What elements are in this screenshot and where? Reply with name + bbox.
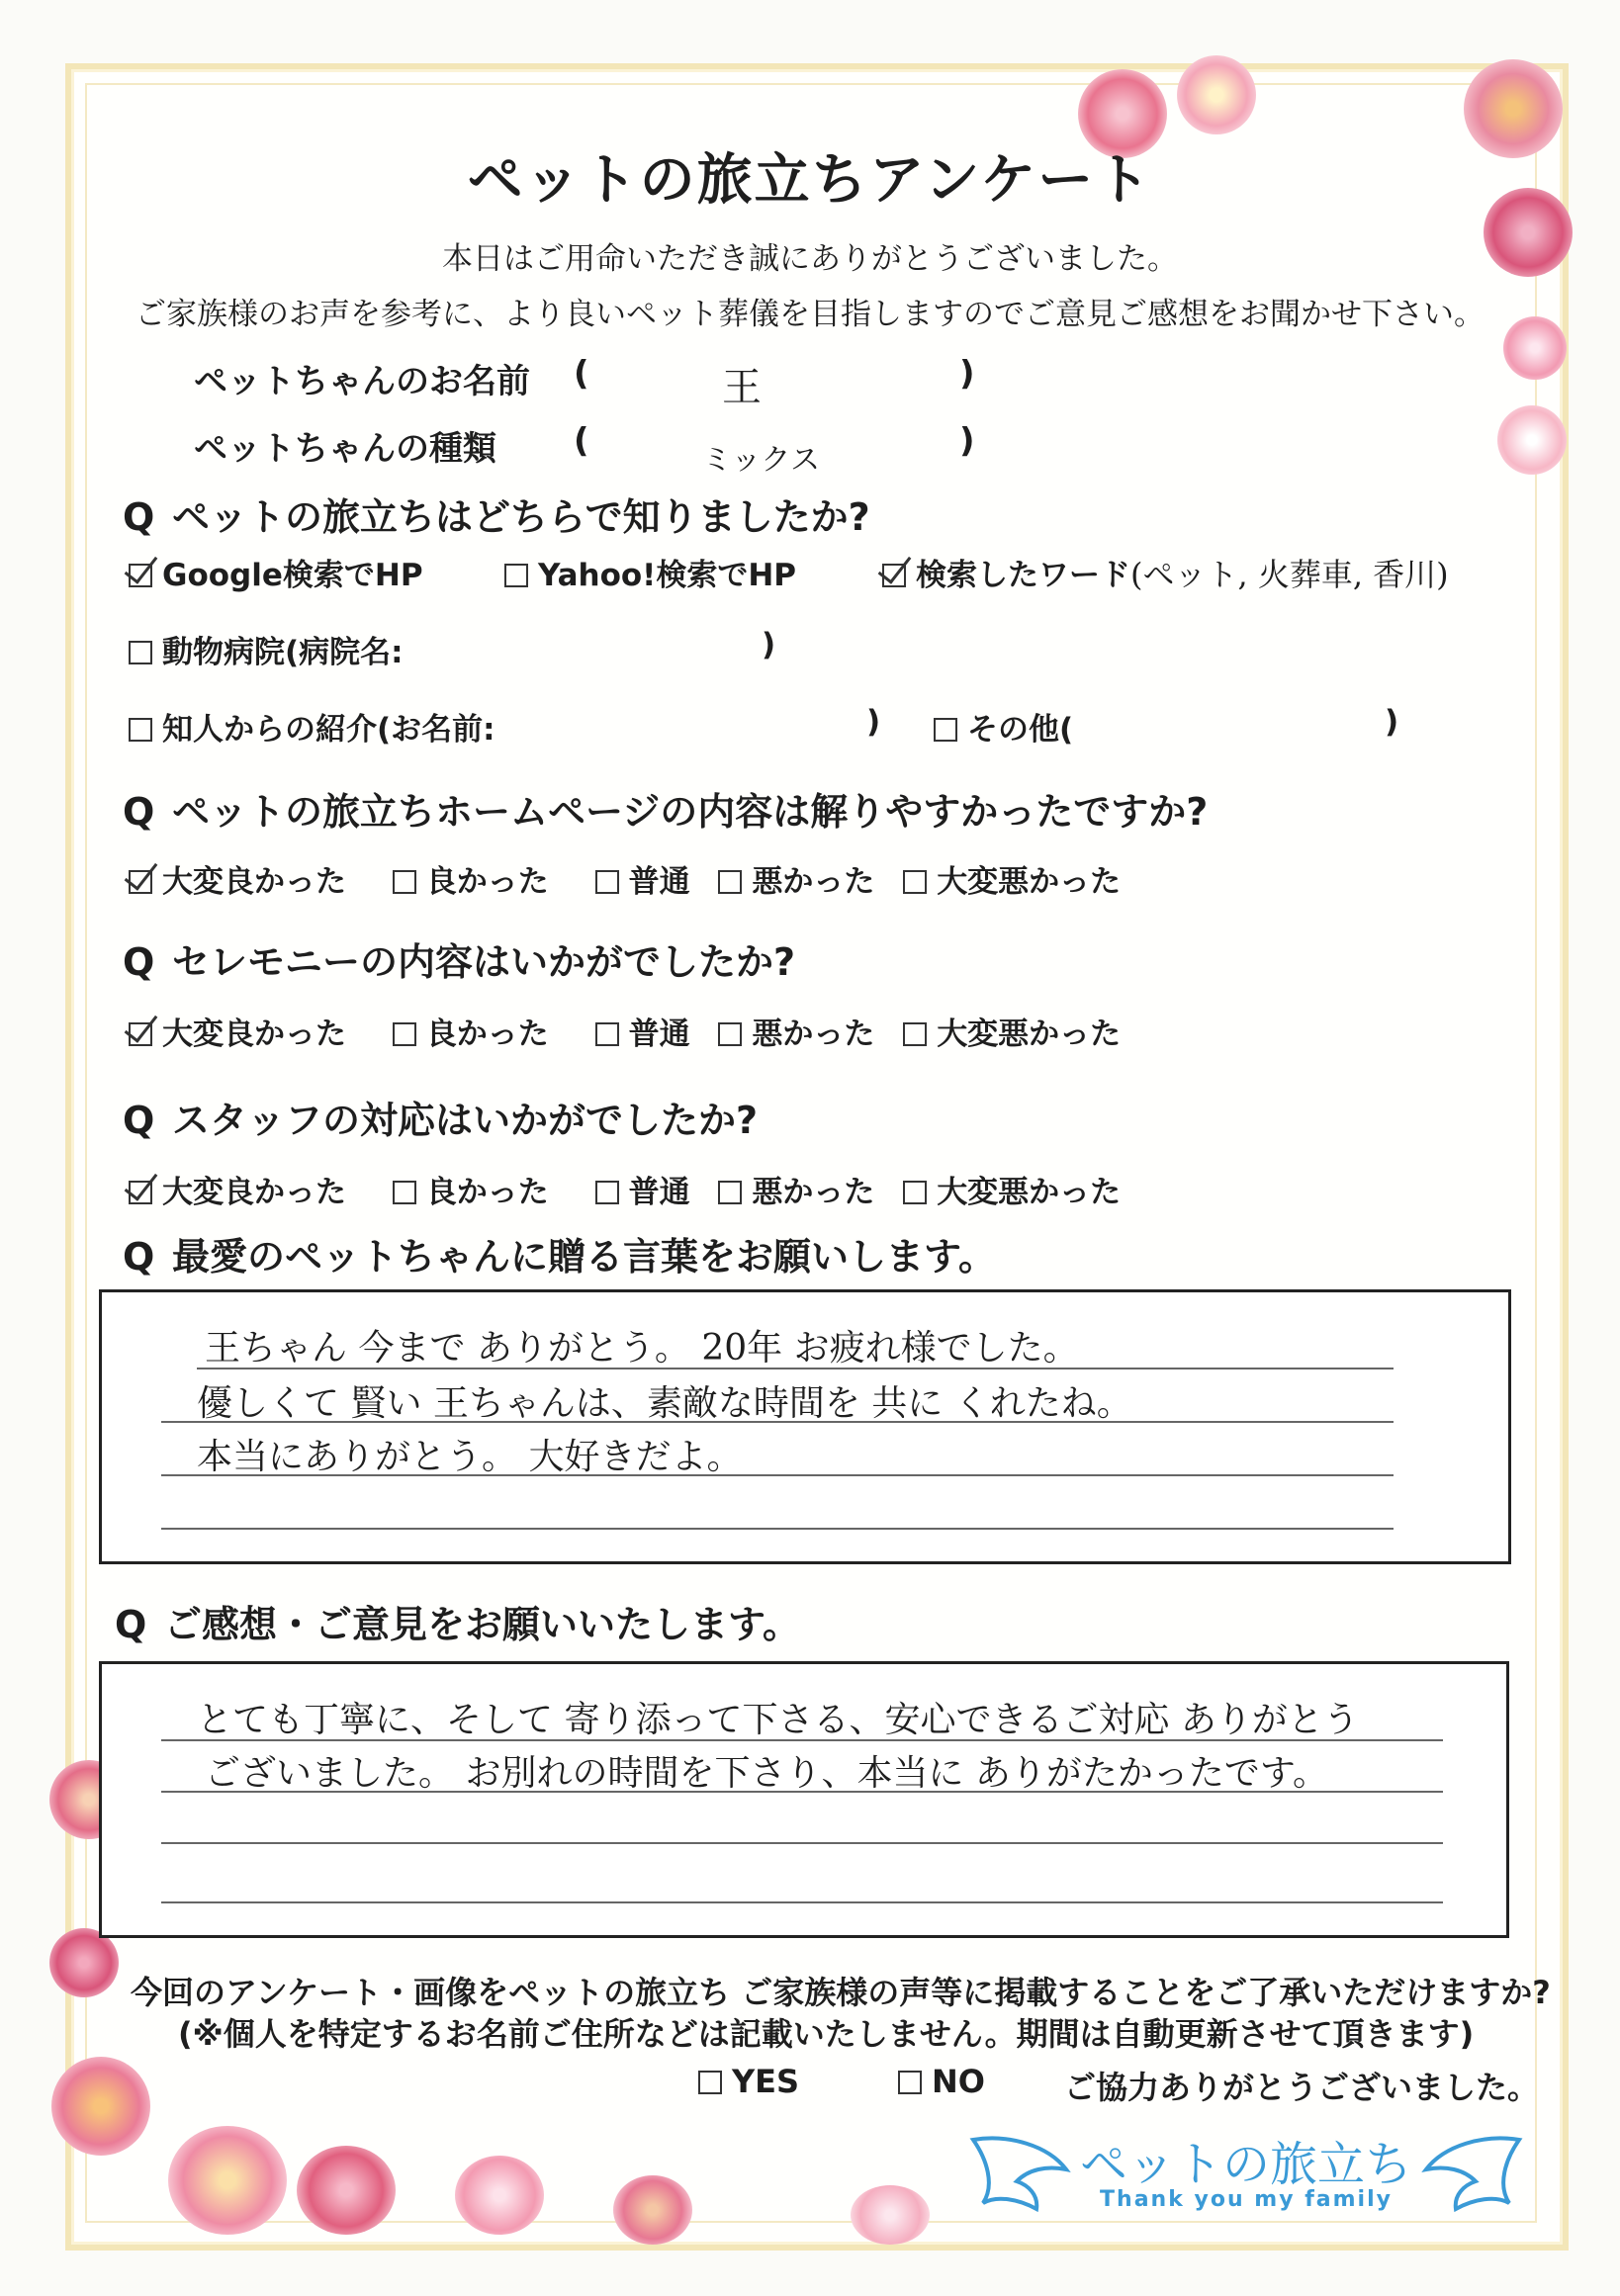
flower-icon — [613, 2175, 692, 2245]
consent-no-option[interactable]: NO — [898, 2063, 985, 2100]
rating-option[interactable]: 良かった — [393, 1175, 549, 1210]
checkbox-icon[interactable] — [718, 1022, 742, 1046]
flower-icon — [49, 1928, 119, 1997]
question-1 — [123, 486, 870, 541]
question-mark: Q — [123, 1099, 155, 1142]
checkbox-icon[interactable] — [595, 870, 619, 894]
paren-open: ( — [574, 354, 589, 394]
option-referral[interactable]: 知人からの紹介(お名前: — [129, 704, 495, 749]
logo-text: ペットの旅立ち — [1079, 2137, 1412, 2192]
option-yahoo[interactable]: Yahoo!検索でHP — [504, 550, 796, 594]
question-mark: Q — [123, 940, 155, 984]
thanks-text: ご協力ありがとうございました。 — [1064, 2069, 1540, 2106]
option-other[interactable]: その他( — [934, 704, 1073, 749]
rating-option[interactable]: 悪かった — [718, 1016, 874, 1052]
rating-option[interactable]: 良かった — [393, 1016, 549, 1052]
comment-box[interactable] — [99, 1661, 1509, 1938]
checkbox-icon[interactable] — [903, 870, 927, 894]
paren-close: ) — [959, 421, 975, 461]
rating-option[interactable]: 悪かった — [718, 864, 874, 900]
question-5 — [123, 1226, 996, 1280]
rating-option[interactable]: 良かった — [393, 864, 549, 900]
flower-icon — [1497, 405, 1567, 475]
intro-line-2: ご家族様のお声を参考に、より良いペット葬儀を目指しますのでご意見ご感想をお聞かせ下さい。 — [135, 297, 1485, 332]
option-google[interactable]: Google検索でHP — [129, 550, 423, 594]
flower-icon — [168, 2126, 287, 2235]
consent-yes-option[interactable]: YES — [698, 2063, 799, 2100]
intro-line-1: 本日はご用命いただき誠にありがとうございました。 — [442, 241, 1178, 277]
flower-icon — [51, 2057, 150, 2156]
checkbox-icon[interactable] — [698, 2071, 722, 2094]
message-box[interactable] — [99, 1289, 1511, 1564]
pet-type-value[interactable]: ミックス — [702, 443, 821, 478]
rating-option[interactable]: 大変良かった — [129, 1016, 346, 1052]
checkbox-icon[interactable] — [898, 2071, 922, 2094]
paren-open: ( — [574, 421, 589, 461]
question-3 — [123, 931, 795, 986]
comment-line-1: とても丁寧に、そして 寄り添って下さる、安心できるご対応 ありがとう — [197, 1700, 1359, 1740]
ruled-line — [161, 1901, 1443, 1903]
flower-icon — [297, 2146, 396, 2235]
paren-close: ) — [866, 704, 881, 740]
q3-options — [129, 1009, 1121, 1053]
option-search-word[interactable]: 検索したワード(ペット, 火葬車, 香川) — [882, 550, 1449, 595]
paren-close: ) — [762, 627, 776, 662]
logo-tagline: Thank you my family — [1100, 2187, 1393, 2212]
paren-close: ) — [1385, 704, 1399, 740]
question-5-text: 最愛のペットちゃんに贈る言葉をお願いします。 — [172, 1235, 996, 1279]
checkbox-icon[interactable] — [718, 1181, 742, 1204]
question-3-text: セレモニーの内容はいかがでしたか? — [172, 940, 796, 984]
checkbox-icon[interactable] — [595, 1022, 619, 1046]
checkbox-icon[interactable] — [903, 1181, 927, 1204]
checkbox-checked-icon[interactable] — [129, 1181, 152, 1204]
rating-option[interactable]: 大変良かった — [129, 1175, 346, 1210]
rating-option[interactable]: 大変悪かった — [903, 1175, 1121, 1210]
checkbox-icon[interactable] — [393, 870, 416, 894]
checkbox-icon[interactable] — [393, 1181, 416, 1204]
checkbox-checked-icon[interactable] — [129, 870, 152, 894]
checkbox-icon[interactable] — [129, 641, 152, 664]
consent-question: 今回のアンケート・画像をペットの旅立ち ご家族様の声等に掲載することをご了承いただけますか? — [131, 1974, 1551, 2011]
rating-option[interactable]: 普通 — [595, 1016, 690, 1052]
rating-option[interactable]: 大変良かった — [129, 864, 346, 900]
question-mark: Q — [115, 1603, 147, 1646]
question-6-text: ご感想・ご意見をお願いいたします。 — [164, 1603, 800, 1646]
rating-option[interactable]: 大変悪かった — [903, 864, 1121, 900]
flower-icon — [1177, 55, 1256, 134]
checkbox-icon[interactable] — [595, 1181, 619, 1204]
ruled-line — [161, 1842, 1443, 1844]
question-1-text: ペットの旅立ちはどちらで知りましたか? — [172, 495, 870, 539]
checkbox-checked-icon[interactable] — [129, 1022, 152, 1046]
search-word-value[interactable]: (ペット, 火葬車, 香川) — [1130, 556, 1449, 593]
question-mark: Q — [123, 1235, 155, 1279]
checkbox-icon[interactable] — [718, 870, 742, 894]
message-line-1: 王ちゃん 今まで ありがとう。 20年 お疲れ様でした。 — [205, 1328, 1079, 1369]
question-2 — [123, 781, 1208, 836]
rating-option[interactable]: 普通 — [595, 1175, 690, 1210]
consent-note: (※個人を特定するお名前ご住所などは記載いたしません。期間は自動更新させて頂きます) — [178, 2015, 1475, 2053]
message-line-2: 優しくて 賢い 王ちゃんは、素敵な時間を 共に くれたね。 — [197, 1383, 1132, 1424]
question-4 — [123, 1090, 758, 1144]
flower-icon — [455, 2156, 544, 2235]
checkbox-icon[interactable] — [903, 1022, 927, 1046]
brand-logo — [969, 2126, 1523, 2221]
pet-name-value[interactable]: 王 — [722, 365, 762, 410]
checkbox-icon[interactable] — [504, 564, 528, 587]
ruled-line — [161, 1528, 1394, 1530]
paren-close: ) — [959, 354, 975, 394]
rating-option[interactable]: 悪かった — [718, 1175, 874, 1210]
pet-type-label: ペットちゃんの種類 — [194, 429, 496, 469]
checkbox-icon[interactable] — [934, 718, 957, 742]
message-line-3: 本当にありがとう。 大好きだよ。 — [197, 1437, 743, 1477]
checkbox-icon[interactable] — [129, 718, 152, 742]
question-6 — [115, 1594, 800, 1648]
question-mark: Q — [123, 495, 155, 539]
flower-icon — [851, 2185, 930, 2245]
comment-line-2: ございました。 お別れの時間を下さり、本当に ありがたかったです。 — [205, 1753, 1329, 1794]
question-2-text: ペットの旅立ちホームページの内容は解りやすかったですか? — [172, 790, 1209, 834]
question-mark: Q — [123, 790, 155, 834]
checkbox-checked-icon[interactable] — [129, 564, 152, 587]
rating-option[interactable]: 大変悪かった — [903, 1016, 1121, 1052]
q2-options — [129, 856, 1121, 901]
page-title: ペットの旅立ちアンケート — [467, 148, 1153, 213]
question-4-text: スタッフの対応はいかがでしたか? — [172, 1099, 759, 1142]
checkbox-checked-icon[interactable] — [882, 564, 906, 587]
checkbox-icon[interactable] — [393, 1022, 416, 1046]
q4-options — [129, 1167, 1121, 1211]
option-animal-hospital[interactable]: 動物病院(病院名: — [129, 627, 404, 671]
rating-option[interactable]: 普通 — [595, 864, 690, 900]
pet-name-label: ペットちゃんのお名前 — [194, 362, 530, 401]
